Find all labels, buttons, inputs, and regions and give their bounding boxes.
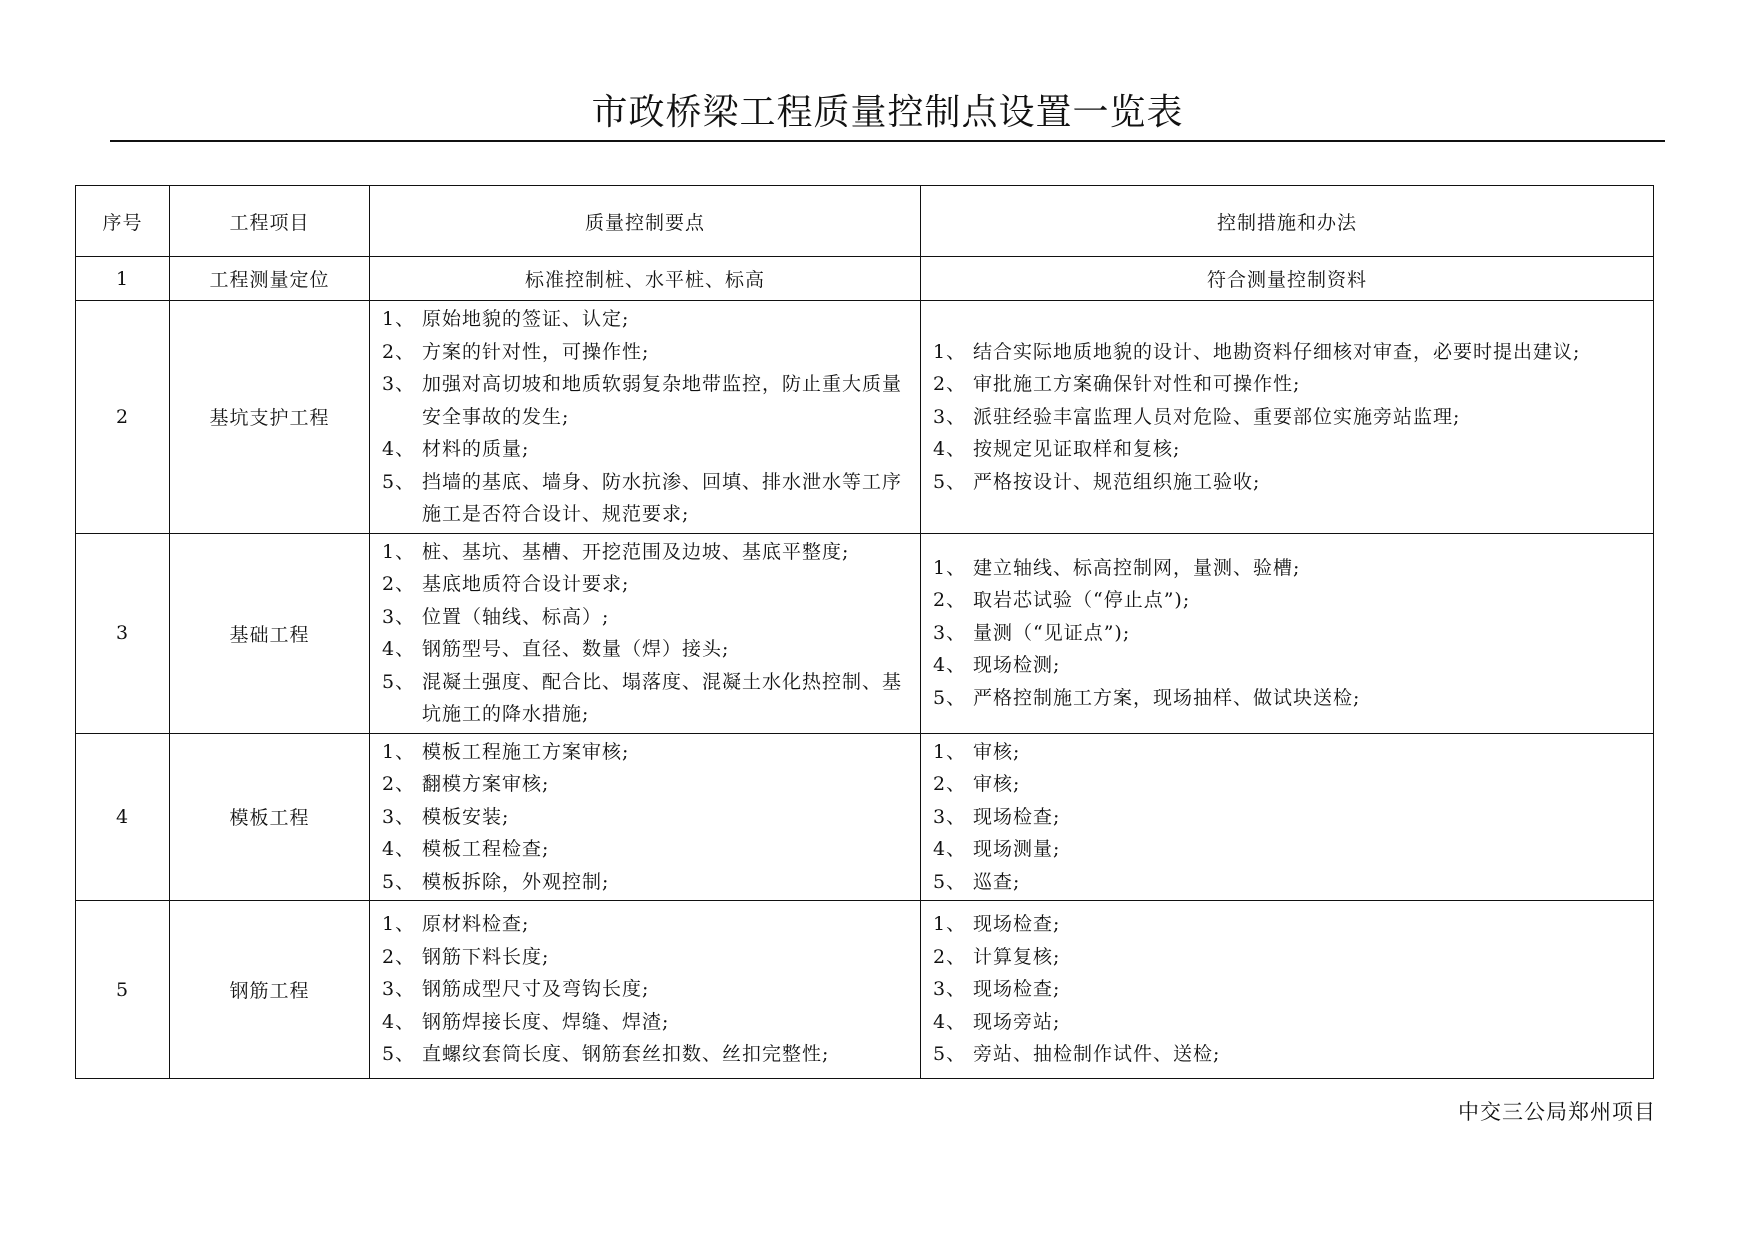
- list-item: [933, 1038, 1643, 1071]
- list-item: [933, 552, 1643, 585]
- item-text: 现场检查;: [973, 805, 1061, 828]
- item-text: 审批施工方案确保针对性和可操作性;: [973, 373, 1301, 395]
- quality-control-table: [75, 185, 1654, 1079]
- item-number: 4、: [382, 438, 416, 460]
- list-item: [382, 633, 910, 666]
- item-number: 3、: [382, 605, 416, 628]
- list-item: [382, 1006, 910, 1039]
- row-measures: [921, 901, 1654, 1079]
- item-number: 1、: [933, 913, 967, 936]
- list-item: [933, 908, 1643, 941]
- item-text: 模板工程检查;: [422, 838, 550, 860]
- item-text: 审核;: [973, 740, 1021, 763]
- row-item: 钢筋工程: [170, 901, 370, 1079]
- row-item: 模板工程: [170, 733, 370, 901]
- row-control-points: [370, 533, 921, 733]
- item-text: 巡查;: [973, 870, 1021, 893]
- list-item: [933, 433, 1643, 466]
- row-item: 基坑支护工程: [170, 301, 370, 534]
- item-text: 结合实际地质地貌的设计、地勘资料仔细核对审查，必要时提出建议;: [973, 340, 1581, 363]
- item-number: 5、: [382, 670, 416, 693]
- item-text: 模板安装;: [422, 805, 510, 828]
- item-text: 基底地质符合设计要求;: [422, 573, 630, 595]
- list-item: [382, 433, 910, 466]
- row-seq: 4: [76, 733, 170, 901]
- list-item: [933, 833, 1643, 866]
- list-item: [382, 833, 910, 866]
- list-item: [382, 601, 910, 634]
- item-text: 量测（“见证点”);: [973, 621, 1131, 644]
- item-number: 2、: [933, 773, 967, 795]
- item-text: 直螺纹套筒长度、钢筋套丝扣数、丝扣完整性;: [422, 1043, 830, 1066]
- item-number: 2、: [382, 945, 416, 968]
- list-item: [382, 666, 910, 731]
- item-number: 5、: [382, 1043, 416, 1066]
- item-text: 模板工程施工方案审核;: [422, 740, 630, 763]
- item-number: 5、: [933, 470, 967, 493]
- list-item: [933, 866, 1643, 899]
- item-text: 按规定见证取样和复核;: [973, 438, 1181, 460]
- item-text: 模板拆除，外观控制;: [422, 870, 610, 893]
- item-text: 旁站、抽检制作试件、送检;: [973, 1043, 1221, 1066]
- row-item: 工程测量定位: [170, 257, 370, 301]
- table-row: [76, 533, 1654, 733]
- item-number: 5、: [933, 870, 967, 893]
- list-item: [382, 973, 910, 1006]
- item-number: 4、: [382, 638, 416, 660]
- list-item: [933, 649, 1643, 682]
- list-item: [382, 568, 910, 601]
- item-text: 严格按设计、规范组织施工验收;: [973, 470, 1261, 493]
- item-number: 4、: [933, 838, 967, 860]
- item-number: 3、: [382, 373, 416, 395]
- item-number: 4、: [382, 1010, 416, 1033]
- item-text: 混凝土强度、配合比、塌落度、混凝土水化热控制、基坑施工的降水措施;: [422, 670, 903, 725]
- item-text: 现场旁站;: [973, 1010, 1061, 1033]
- item-number: 1、: [382, 913, 416, 936]
- list-item: [382, 303, 910, 336]
- item-number: 3、: [382, 978, 416, 1001]
- list-item: [933, 466, 1643, 499]
- list-item: [382, 736, 910, 769]
- list-item: [933, 617, 1643, 650]
- list-item: [382, 866, 910, 899]
- item-number: 1、: [382, 308, 416, 330]
- item-number: 3、: [933, 978, 967, 1001]
- list-item: [933, 682, 1643, 715]
- item-number: 1、: [382, 740, 416, 763]
- header-control-points: 质量控制要点: [370, 186, 921, 257]
- item-number: 5、: [933, 1043, 967, 1066]
- item-text: 现场检查;: [973, 978, 1061, 1001]
- table-row: [76, 301, 1654, 534]
- header-seq: 序号: [76, 186, 170, 257]
- item-number: 2、: [382, 340, 416, 363]
- row-measures: 符合测量控制资料: [921, 257, 1654, 301]
- item-text: 钢筋成型尺寸及弯钩长度;: [422, 978, 650, 1001]
- row-seq: 3: [76, 533, 170, 733]
- item-text: 桩、基坑、基槽、开挖范围及边坡、基底平整度;: [422, 540, 850, 563]
- item-number: 4、: [933, 438, 967, 460]
- row-control-points: [370, 901, 921, 1079]
- list-item: [933, 941, 1643, 974]
- list-item: [933, 736, 1643, 769]
- item-number: 5、: [933, 686, 967, 709]
- list-item: [382, 801, 910, 834]
- item-number: 5、: [382, 870, 416, 893]
- item-number: 2、: [382, 573, 416, 595]
- row-control-points: [370, 733, 921, 901]
- item-text: 严格控制施工方案，现场抽样、做试块送检;: [973, 686, 1361, 709]
- list-item: [382, 336, 910, 369]
- row-item: 基础工程: [170, 533, 370, 733]
- list-item: [382, 466, 910, 531]
- item-text: 审核;: [973, 773, 1021, 795]
- item-text: 原始地貌的签证、认定;: [422, 308, 630, 330]
- list-item: [382, 908, 910, 941]
- row-control-points: [370, 301, 921, 534]
- row-measures: [921, 301, 1654, 534]
- item-number: 1、: [933, 740, 967, 763]
- row-seq: 1: [76, 257, 170, 301]
- list-item: [933, 401, 1643, 434]
- item-text: 挡墙的基底、墙身、防水抗渗、回填、排水泄水等工序施工是否符合设计、规范要求;: [422, 470, 903, 525]
- item-number: 3、: [933, 405, 967, 428]
- item-text: 方案的针对性，可操作性;: [422, 340, 650, 363]
- list-item: [933, 768, 1643, 801]
- header-item: 工程项目: [170, 186, 370, 257]
- row-measures: [921, 533, 1654, 733]
- list-item: [382, 1038, 910, 1071]
- item-text: 取岩芯试验（“停止点”);: [973, 589, 1191, 612]
- item-text: 计算复核;: [973, 945, 1061, 968]
- table-row: [76, 257, 1654, 301]
- item-text: 翻模方案审核;: [422, 773, 550, 795]
- item-text: 材料的质量;: [422, 438, 530, 460]
- page-title: 市政桥梁工程质量控制点设置一览表: [591, 92, 1184, 133]
- list-item: [382, 941, 910, 974]
- item-text: 建立轴线、标高控制网，量测、验槽;: [973, 556, 1301, 579]
- item-text: 现场测量;: [973, 838, 1061, 860]
- item-text: 钢筋焊接长度、焊缝、焊渣;: [422, 1010, 670, 1033]
- item-text: 加强对高切坡和地质软弱复杂地带监控，防止重大质量安全事故的发生;: [422, 373, 903, 428]
- item-number: 5、: [382, 470, 416, 493]
- item-text: 钢筋型号、直径、数量（焊）接头;: [422, 638, 730, 660]
- item-text: 原材料检查;: [422, 913, 530, 936]
- item-text: 位置（轴线、标高）;: [422, 605, 610, 628]
- title-underline: [110, 140, 1665, 142]
- item-text: 派驻经验丰富监理人员对危险、重要部位实施旁站监理;: [973, 405, 1461, 428]
- table-header-row: [76, 186, 1654, 257]
- item-number: 3、: [933, 621, 967, 644]
- item-text: 现场检测;: [973, 654, 1061, 677]
- item-number: 4、: [382, 838, 416, 860]
- table-row: [76, 733, 1654, 901]
- item-number: 2、: [382, 773, 416, 795]
- item-number: 2、: [933, 945, 967, 968]
- row-control-points: 标准控制桩、水平桩、标高: [370, 257, 921, 301]
- list-item: [382, 368, 910, 433]
- list-item: [933, 368, 1643, 401]
- row-seq: 2: [76, 301, 170, 534]
- item-number: 2、: [933, 373, 967, 395]
- list-item: [382, 536, 910, 569]
- item-text: 钢筋下料长度;: [422, 945, 550, 968]
- table-row: [76, 901, 1654, 1079]
- footer-project-name: 中交三公局郑州项目: [1458, 1100, 1656, 1124]
- item-number: 4、: [933, 1010, 967, 1033]
- item-number: 3、: [933, 805, 967, 828]
- list-item: [382, 768, 910, 801]
- item-number: 1、: [382, 540, 416, 563]
- item-number: 3、: [382, 805, 416, 828]
- list-item: [933, 1006, 1643, 1039]
- item-text: 现场检查;: [973, 913, 1061, 936]
- item-number: 1、: [933, 556, 967, 579]
- row-measures: [921, 733, 1654, 901]
- item-number: 2、: [933, 589, 967, 612]
- list-item: [933, 584, 1643, 617]
- list-item: [933, 801, 1643, 834]
- row-seq: 5: [76, 901, 170, 1079]
- list-item: [933, 973, 1643, 1006]
- item-number: 4、: [933, 654, 967, 677]
- list-item: [933, 336, 1643, 369]
- header-measures: 控制措施和办法: [921, 186, 1654, 257]
- item-number: 1、: [933, 340, 967, 363]
